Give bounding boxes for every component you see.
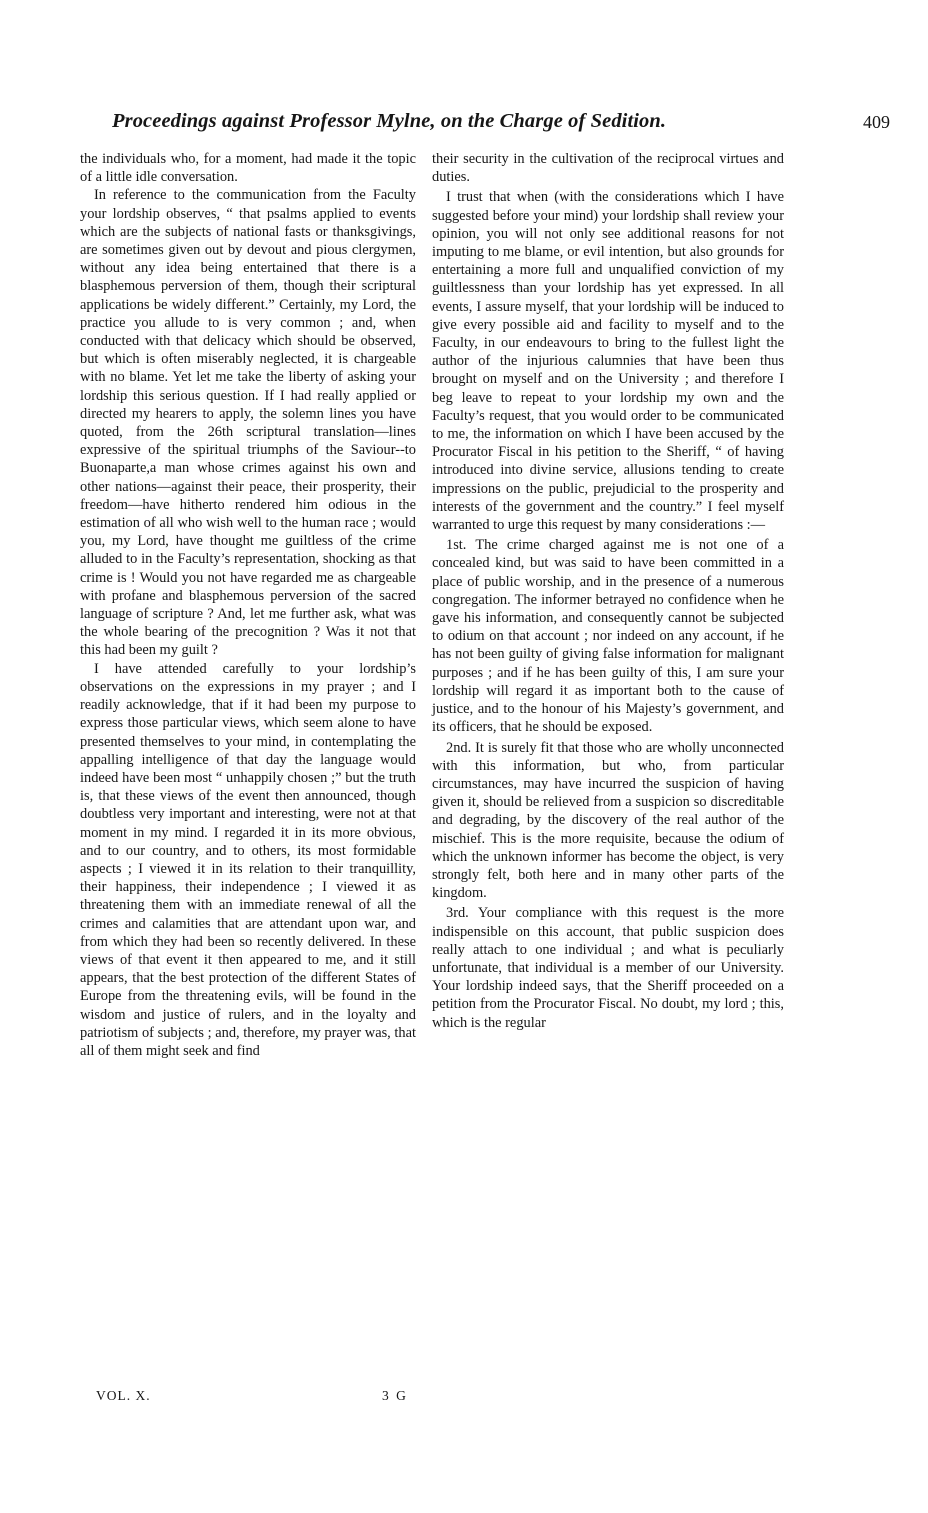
page-number: 409	[863, 112, 890, 132]
running-head	[112, 106, 890, 146]
running-title: Proceedings against Professor Mylne, on the Charge of Sedition.	[112, 110, 667, 132]
paragraph: 3rd. Your compliance with this request is the more indispensible on this account, that public suspicion does really attach to one individual ; and what is peculiarly unfortunate, that individual is a member of our University. Your lordship indeed says, that the Sheriff proceeded on a petition from the Procurator Fiscal. No doubt, my lord ; this, which is the regular	[432, 905, 784, 1031]
paragraph: 2nd. It is surely fit that those who are wholly unconnected with this information, but who, from particular circumstances, may have incurred the suspicion of having given it, should be relieved from a suspicion so discreditable and degrading, by the discovery of the real author of the mischief. This is the more requisite, because the odium of which the unknown informer has become the object, is very strongly felt, both here and in many other parts of the kingdom.	[432, 739, 784, 902]
right-column	[432, 150, 784, 1032]
paragraph: I have attended carefully to your lordship’s observations on the expressions in my prayer ; and I readily acknowledge, that if it had been my purpose to express those particular views, which seem alone to have presented themselves to your mind, in contemplating the appalling intelligence of that day the language would indeed have been most “ unhappily chosen ;” but the truth is, that these views of the event then announced, though doubtless very important and interesting, were not at that moment in my mind. I regarded it in its more obvious, and to our country, and to others, its most formidable aspects ; I viewed it in its relation to their tranquillity, their happiness, their independence ; I viewed it as threatening them with an immediate renewal of all the crimes and calamities that are attendant upon war, and from which they had been so recently delivered. In these views of that event it then appeared to me, and it still appears, that the best protection of the different States of Europe from the threatening evils, will be found in the wisdom and justice of rulers, and in the loyalty and patriotism of subjects ; and, therefore, my prayer was, that all of them might seek and find	[80, 660, 416, 1059]
paragraph: I trust that when (with the considerations which I have suggested before your mind) your lordship shall review your opinion, you will not only see additional reasons for not imputing to me blame, or evil intention, but also grounds for entertaining a more full and unqualified conviction of my guiltlessness than your lordship has yet expressed. In all events, I assure myself, that your lordship will be induced to give every possible aid and facility to myself and to the Faculty, in our endeavours to bring to the fullest light the author of the injurious calumnies that have been thus brought on myself and on the University ; and therefore I beg leave to repeat to your lordship my own and the Faculty’s request, that you would order to be communicated to me, the information on which I have been accused by the Procurator Fiscal in his petition to the Sheriff, “ of having introduced into divine service, allusions tending to create impressions on the public, prejudicial to the prosperity and interests of the government and the country.” I feel myself warranted to urge this request by many considerations :—	[432, 189, 784, 534]
paragraph: 1st. The crime charged against me is not one of a concealed kind, but was said to have been committed in a place of public worship, and in the presence of a numerous congregation. The informer betrayed no confidence when he gave his information, and consequently cannot be subjected to odium on that account ; nor indeed on any account, if he has not been guilty of giving false information for malignant purposes ; and if he has been guilty of this, I am sure your lordship will regard it as important both to the cause of justice, and to the honour of his Majesty’s government, and its officers, that he should be exposed.	[432, 537, 784, 736]
signature-mark: 3 G	[382, 1388, 408, 1403]
paragraph: their security in the cultivation of the reciprocal virtues and duties.	[432, 151, 784, 186]
paragraph: the individuals who, for a moment, had made it the topic of a little idle conversation.	[80, 151, 416, 186]
paragraph: In reference to the communication from the Faculty your lordship observes, “ that psalms applied to events which are the subjects of national fasts or thanksgivings, are sometimes given out by devout and pious clergymen, without any idea being entertained that there is a blasphemous perversion of them, though their scriptural applications be widely different.” Certainly, my Lord, the practice you allude to is very common ; and, when conducted with that delicacy which should be observed, but which is often miserably neglected, it is chargeable with no blame. Yet let me take the liberty of asking your lordship this serious question. If I had really applied or directed my hearers to apply, the solemn lines you have quoted, from the 26th scriptural translation—lines expressive of the spiritual triumphs of the Saviour--to Buonaparte,a man whose crimes against his own and other nations—against their peace, their prosperity, their freedom—have hitherto rendered him odious in the estimation of all who wish well to the human race ; would you, my Lord, have thought me guiltless of the crime alluded to in the Faculty’s representation, shocking as that crime is ! Would you not have regarded me as chargeable with profane and blasphemous perversion of the sacred language of scripture ? And, let me further ask, what was the whole bearing of the precognition ? Was it not that this had been my guilt ?	[80, 187, 416, 659]
left-column	[80, 150, 416, 1060]
page-footer	[96, 1388, 426, 1410]
volume-mark: VOL. X.	[96, 1388, 151, 1403]
